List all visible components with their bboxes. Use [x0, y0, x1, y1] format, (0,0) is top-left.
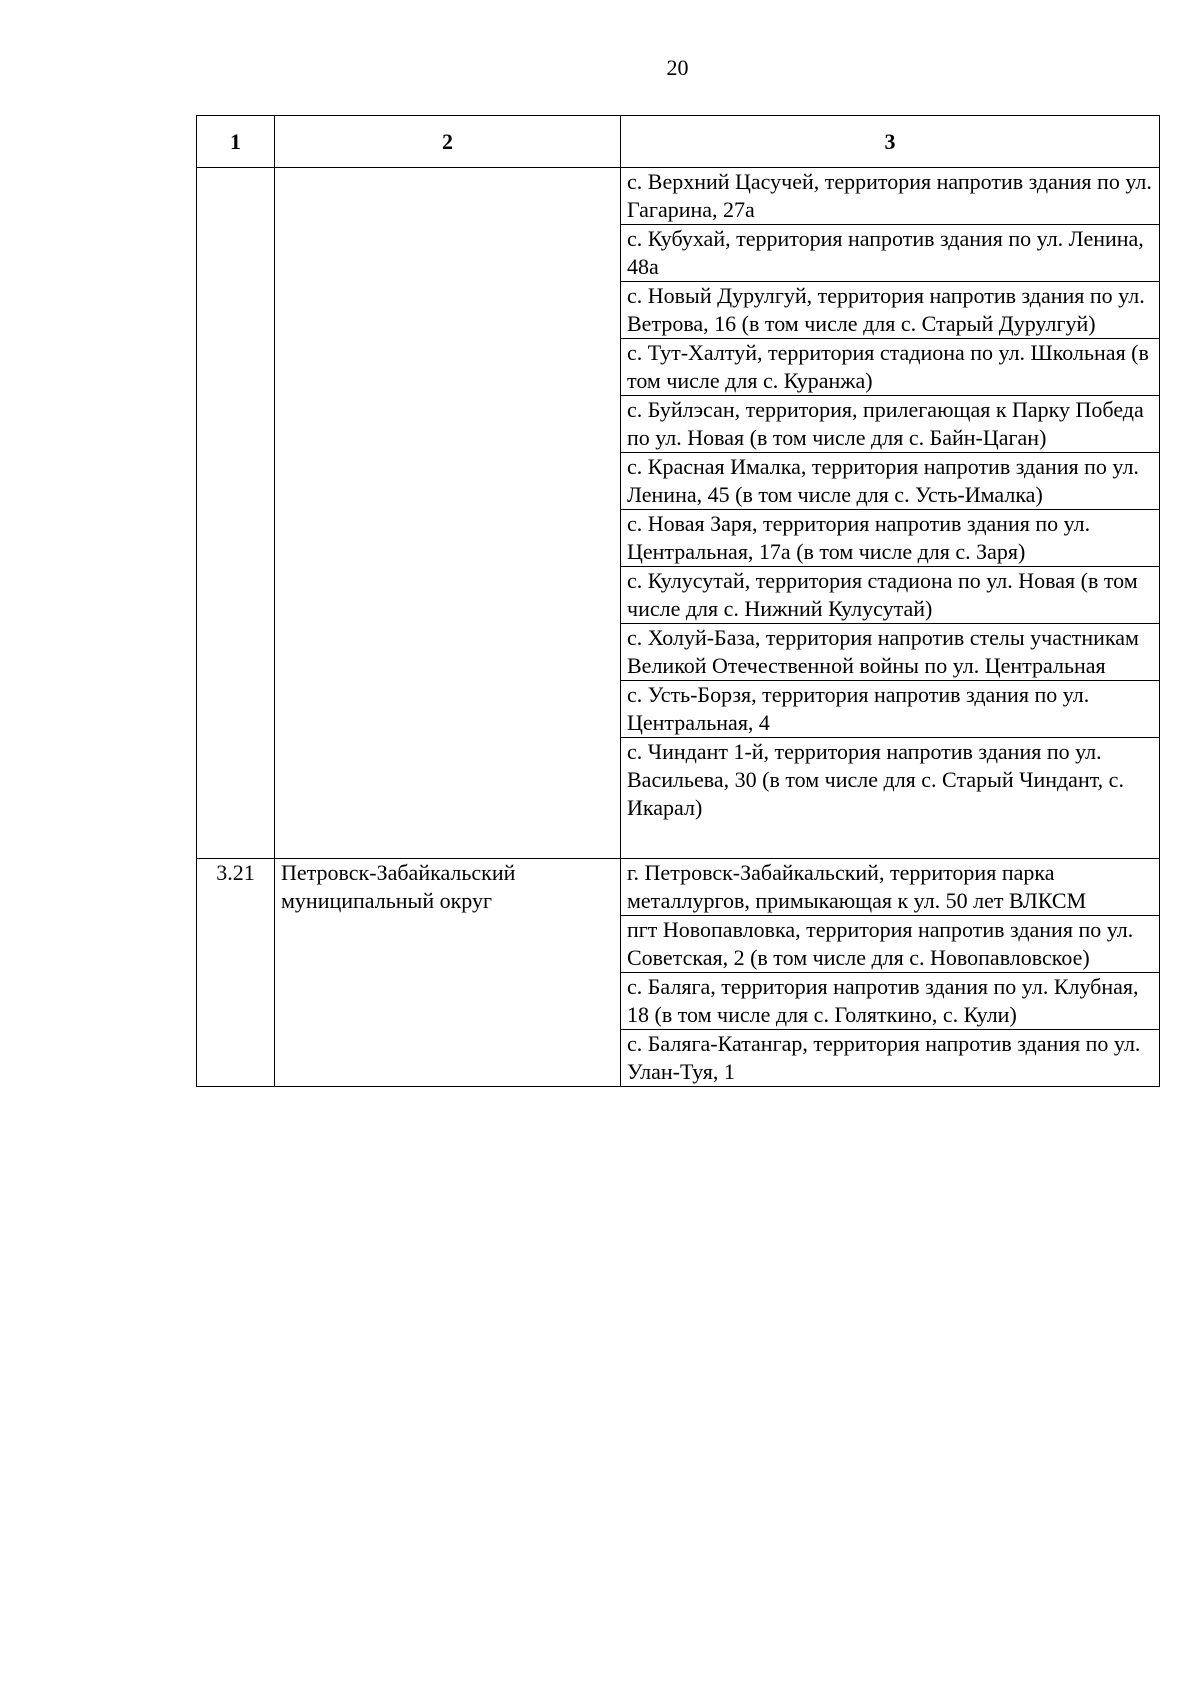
location-cell: с. Баляга, территория напротив здания по ул. Клубная, 18 (в том числе для с. Голяткино, с. Кули) — [621, 973, 1160, 1030]
location-cell: г. Петровск-Забайкальский, территория парка металлургов, примыкающая к ул. 50 лет ВЛКСМ — [621, 859, 1160, 916]
column-header-2: 2 — [275, 116, 621, 168]
location-cell: с. Кубухай, территория напротив здания по ул. Ленина, 48а — [621, 225, 1160, 282]
column-header-3: 3 — [621, 116, 1160, 168]
location-cell: с. Буйлэсан, территория, прилегающая к Парку Победа по ул. Новая (в том числе для с. Байн-Цаган) — [621, 396, 1160, 453]
column-header-1: 1 — [197, 116, 275, 168]
location-cell: с. Новый Дурулгуй, территория напротив здания по ул. Ветрова, 16 (в том числе для с. Старый Дурулгуй) — [621, 282, 1160, 339]
continued-name-cell — [275, 168, 621, 859]
location-cell: с. Красная Ималка, территория напротив здания по ул. Ленина, 45 (в том числе для с. Усть-Ималка) — [621, 453, 1160, 510]
location-cell: с. Холуй-База, территория напротив стелы участникам Великой Отечественной войны по ул. Центральная — [621, 624, 1160, 681]
section-number: 3.21 — [197, 859, 275, 1087]
location-cell: пгт Новопавловка, территория напротив здания по ул. Советская, 2 (в том числе для с. Новопавловское) — [621, 916, 1160, 973]
location-cell: с. Кулусутай, территория стадиона по ул. Новая (в том числе для с. Нижний Кулусутай) — [621, 567, 1160, 624]
location-cell: с. Новая Заря, территория напротив здания по ул. Центральная, 17а (в том числе для с. Заря) — [621, 510, 1160, 567]
table-row — [197, 859, 1160, 916]
section-name: Петровск-Забайкальский муниципальный округ — [275, 859, 621, 1087]
location-cell: с. Чиндант 1-й, территория напротив здания по ул. Васильева, 30 (в том числе для с. Старый Чиндант, с. Икарал) — [621, 738, 1160, 859]
location-cell: с. Верхний Цасучей, территория напротив здания по ул. Гагарина, 27а — [621, 168, 1160, 225]
continued-number-cell — [197, 168, 275, 859]
locations-table — [196, 115, 1160, 1087]
location-cell: с. Баляга-Катангар, территория напротив здания по ул. Улан-Туя, 1 — [621, 1030, 1160, 1087]
page-number: 20 — [666, 55, 689, 80]
location-cell: с. Усть-Борзя, территория напротив здания по ул. Центральная, 4 — [621, 681, 1160, 738]
location-cell: с. Тут-Халтуй, территория стадиона по ул. Школьная (в том числе для с. Куранжа) — [621, 339, 1160, 396]
table-row — [197, 168, 1160, 225]
table-header-row — [197, 116, 1160, 168]
